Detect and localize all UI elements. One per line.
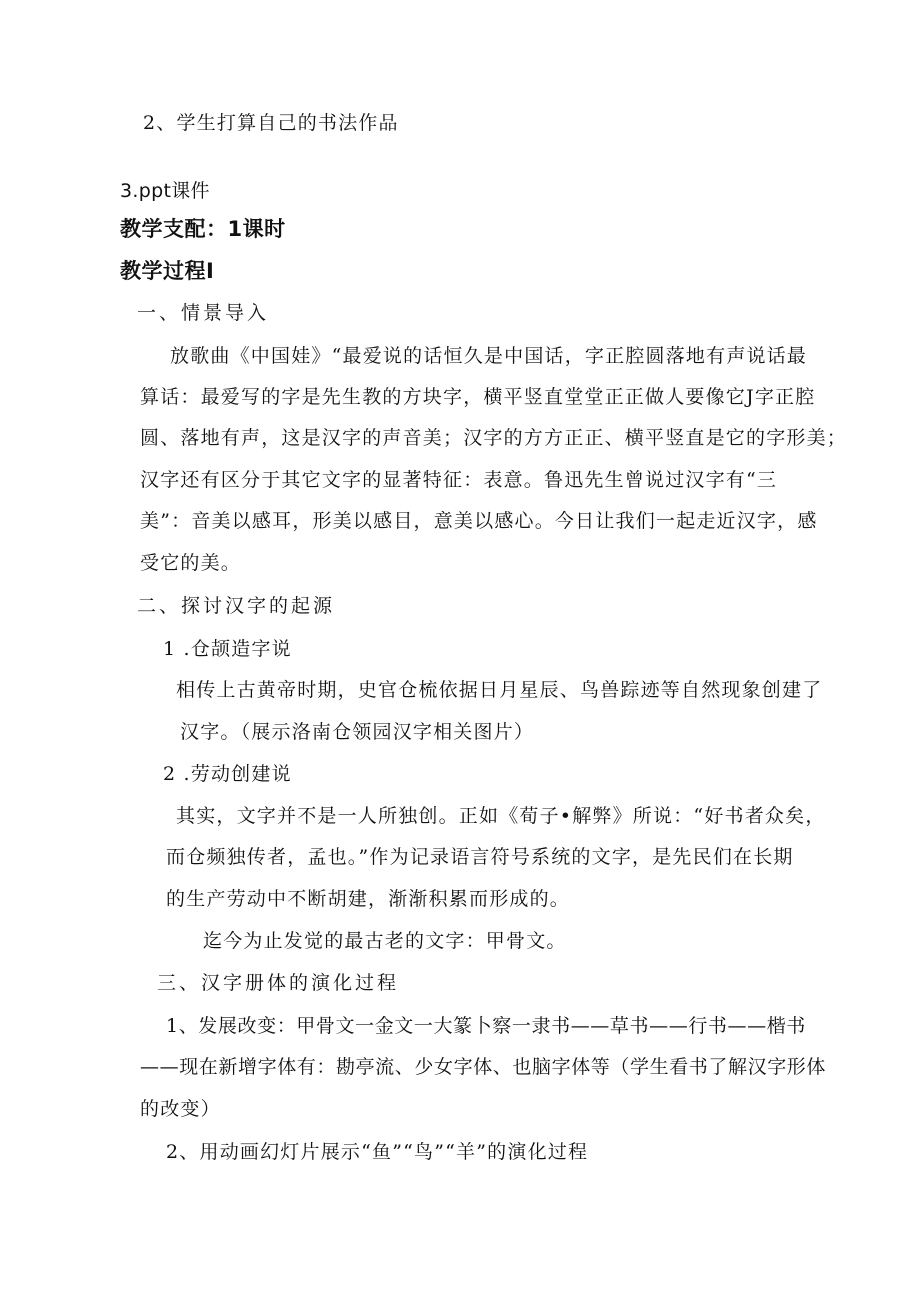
section-3-item-1-line-1: 1、发展改变：甲骨文一金文一大篆卜察一隶书——草书——行书——楷书 <box>166 1015 806 1037</box>
subsection-2-2-line-3: 的生产劳动中不断胡建，渐渐积累而形成的。 <box>166 888 571 910</box>
section-3-item-1-line-2: ——现在新增字体有：勘亭流、少女字体、也脑字体等（学生看书了解汉字形体 <box>140 1056 827 1078</box>
subsection-2-2-line-2: 而仓频独传者，孟也。”作为记录语言符号系统的文字，是先民们在长期 <box>166 846 794 868</box>
section-1-line-3: 圆、落地有声，这是汉字的声音美；汉字的方方正正、横平竖直是它的字形美； <box>140 427 848 449</box>
section-1-line-6: 受它的美。 <box>140 552 242 574</box>
subsection-2-1-title: 1 .仓颉造字说 <box>163 638 292 660</box>
section-1-line-2: 算话：最爱写的字是先生教的方块字，横平竖直堂堂正正做人要像它J字正腔 <box>140 386 816 408</box>
subsection-2-1-line-1: 相传上古黄帝时期，史官仓梳依据日月星辰、鸟兽踪迹等自然现象创建了 <box>176 679 823 701</box>
section-3-item-2: 2、用动画幻灯片展示“鱼”“鸟”“羊”的演化过程 <box>166 1141 589 1163</box>
section-1-line-5: 美”：音美以感耳，形美以感目，意美以感心。今日让我们一起走近汉字，感 <box>140 510 818 532</box>
section-1-heading: 一、情景导入 <box>137 302 270 324</box>
process-heading: 教学过程I <box>120 259 215 283</box>
section-1-line-1: 放歌曲《中国娃》“最爱说的话恒久是中国话，字正腔圆落地有声说话最 <box>170 345 808 367</box>
schedule-heading: 教学支配：1课时 <box>120 217 286 241</box>
materials-item-3: 3.ppt课件 <box>120 180 210 202</box>
section-1-line-4: 汉字还有区分于其它文字的显著特征：表意。鲁迅先生曾说过汉字有“三 <box>140 469 778 491</box>
subsection-2-2-title: 2 .劳动创建说 <box>163 763 292 785</box>
subsection-2-2-line-4: 迄今为止发觉的最古老的文字：甲骨文。 <box>203 930 567 952</box>
subsection-2-2-line-1: 其实，文字并不是一人所独创。正如《荀子•解弊》所说：“好书者众矣， <box>176 805 826 827</box>
section-3-heading: 三、汉字册体的演化过程 <box>157 972 400 994</box>
materials-item-2: 2、学生打算自己的书法作品 <box>143 112 399 134</box>
section-2-heading: 二、探讨汉字的起源 <box>137 595 336 617</box>
subsection-2-1-line-2: 汉字。（展示洛南仓领园汉字相关图片） <box>180 721 535 743</box>
section-3-item-1-line-3: 的改变） <box>140 1098 221 1120</box>
